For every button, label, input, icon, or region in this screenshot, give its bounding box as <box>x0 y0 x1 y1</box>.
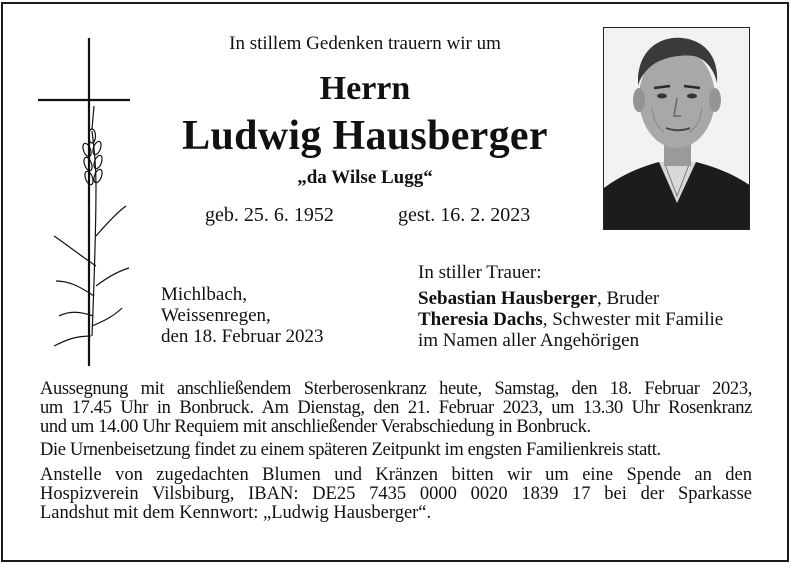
death-date: gest. 16. 2. 2023 <box>398 204 531 226</box>
place-line: Michlbach, <box>161 284 248 305</box>
donation-line: Landshut mit dem Kennwort: „Ludwig Hausberger“. <box>40 503 432 523</box>
cross-with-wheat-icon <box>34 36 144 366</box>
mourner-entry <box>418 288 723 309</box>
mourner-name: Sebastian Hausberger <box>418 288 597 309</box>
mourner-relation: , Schwester mit Familie <box>542 309 724 330</box>
service-notice <box>40 380 752 523</box>
mourner-entry <box>418 309 723 330</box>
deceased-name: Ludwig Hausberger <box>182 113 548 159</box>
salutation: Herrn <box>319 70 411 107</box>
mourner-name: Theresia Dachs <box>418 309 543 330</box>
place-and-date <box>161 284 324 347</box>
mourner-relation: , Bruder <box>596 288 660 309</box>
service-line: Aussegnung mit anschließendem Sterberosenkranz heute, Samstag, den 18. Februar 2023, <box>40 379 752 399</box>
birth-date: geb. 25. 6. 1952 <box>205 204 334 226</box>
service-line: und um 14.00 Uhr Requiem mit anschließender Verabschiedung in Bonbruck. <box>40 417 591 437</box>
mourners-block <box>418 262 723 351</box>
nickname: „da Wilse Lugg“ <box>297 167 433 188</box>
service-paragraph <box>40 380 752 437</box>
mourners-closing: im Namen aller Angehörigen <box>418 330 640 351</box>
mourners-heading: In stiller Trauer: <box>418 262 542 283</box>
donation-line: Hospizverein Vilsbiburg, IBAN: DE25 7435 0000 0020 1839 17 bei der Sparkasse <box>40 484 752 504</box>
urn-burial-text: Die Urnenbeisetzung findet zu einem späteren Zeitpunkt im engsten Familienkreis statt. <box>40 440 661 460</box>
portrait-photo <box>603 27 750 230</box>
intro-text: In stillem Gedenken trauern wir um <box>229 33 501 54</box>
service-line: um 17.45 Uhr in Bonbruck. Am Dienstag, den 21. Februar 2023, um 13.30 Uhr Rosenkranz <box>40 398 752 418</box>
place-line: Weissenregen, <box>161 305 271 326</box>
donation-paragraph <box>40 466 752 523</box>
donation-line: Anstelle von zugedachten Blumen und Kränzen bitten wir um eine Spende an den <box>40 465 752 485</box>
place-line: den 18. Februar 2023 <box>161 326 324 347</box>
